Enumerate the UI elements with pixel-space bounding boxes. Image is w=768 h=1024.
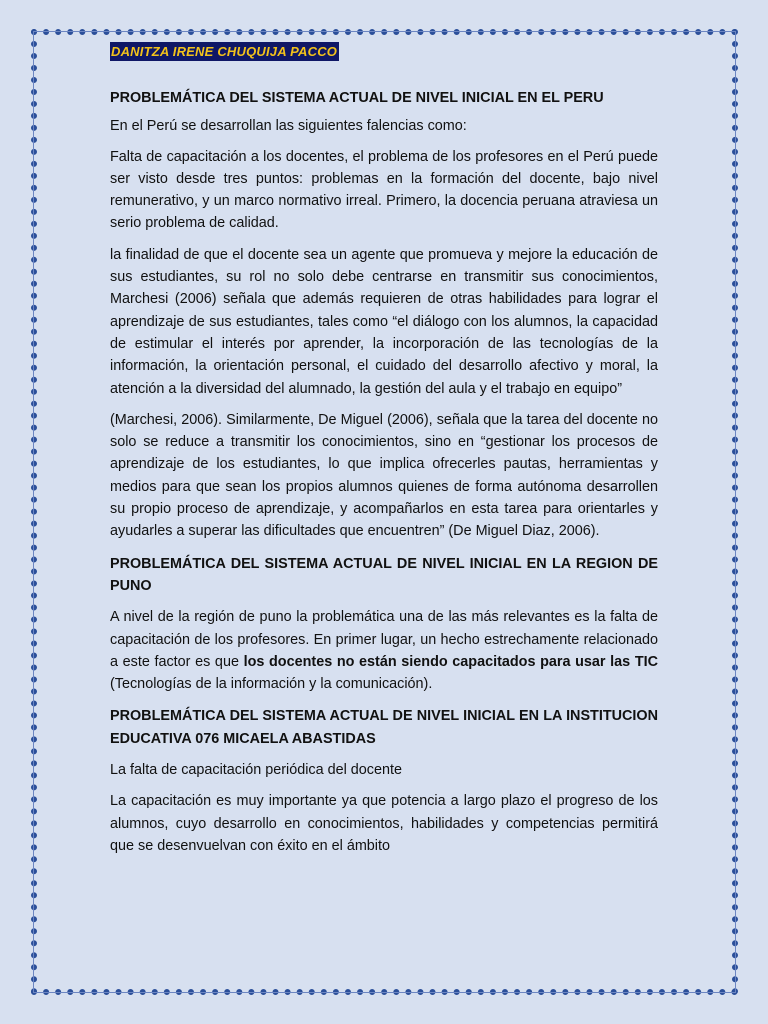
section-title-puno: PROBLEMÁTICA DEL SISTEMA ACTUAL DE NIVEL INICIAL EN LA REGION DE PUNO (110, 555, 658, 594)
paragraph-teacher-role: la finalidad de que el docente sea un agente que promueva y mejore la educación de sus estudiantes, su rol no solo debe centrarse en transmitir sus conocimientos, Marchesi (2006) señala que además requieren de otras habilidades para lograr el aprendizaje de sus estudiantes, tales como “el diálogo con los alumnos, la capacidad de estimular el interés por aprender, la incorporación de las tecnologías de la información, la orientación personal, el cuidado del desarrollo afectivo y moral, la atención a la diversidad del alumnado, la gestión del aula y el trabajo en equipo” (110, 246, 658, 397)
author-name: DANITZA IRENE CHUQUIJA PACCO (111, 44, 338, 59)
paragraph-puno-start: A nivel de la región de puno la problemática una de las más relevantes es la falta de capacitación de los profesores. En primer lugar, un hecho estrechamente relacionado a este factor es que (110, 609, 658, 670)
paragraph-de-miguel: (Marchesi, 2006). Similarmente, De Miguel (2006), señala que la tarea del docente no solo se reduce a transmitir los conocimientos, sino en “gestionar los procesos de aprendizaje de los estudiantes, lo que implica ofrecerles pautas, herramientas y medios para que sean los propios alumnos quienes de forma autónoma desarrollen su propio proceso de aprendizaje, y acompañarlos en esta tarea para orientarles y ayudarles a superar las dificultades que encuentren” (De Miguel Diaz, 2006). (110, 411, 658, 540)
paragraph-teacher-training: Falta de capacitación a los docentes, el problema de los profesores en el Perú puede ser visto desde tres puntos: problemas en la formación del docente, bajo nivel remunerativo, y un marco normativo irreal. Primero, la docencia peruana atraviesa un serio problema de calidad. (110, 148, 658, 232)
section-title-peru: PROBLEMÁTICA DEL SISTEMA ACTUAL DE NIVEL INICIAL EN EL PERU (110, 90, 604, 106)
paragraph-intro: En el Perú se desarrollan las siguientes falencias como: (110, 118, 467, 135)
paragraph-puno-end: (Tecnologías de la información y la comunicación). (110, 676, 433, 693)
paragraph-periodic-training: La falta de capacitación periódica del docente (110, 762, 403, 779)
section-title-institution: PROBLEMÁTICA DEL SISTEMA ACTUAL DE NIVEL INICIAL EN LA INSTITUCION EDUCATIVA 076 MICAELA ABASTIDAS (110, 708, 658, 747)
paragraph-puno-bold: los docentes no están siendo capacitados para usar las TIC (243, 653, 658, 670)
paragraph-puno (110, 606, 658, 695)
paragraph-training-importance: La capacitación es muy importante ya que potencia a largo plazo el progreso de los alumnos, cuyo desarrollo en conocimientos, habilidades y competencias permitirá que se desenvuelvan con éxito en el ámbito (110, 793, 658, 854)
document-body (110, 41, 658, 867)
